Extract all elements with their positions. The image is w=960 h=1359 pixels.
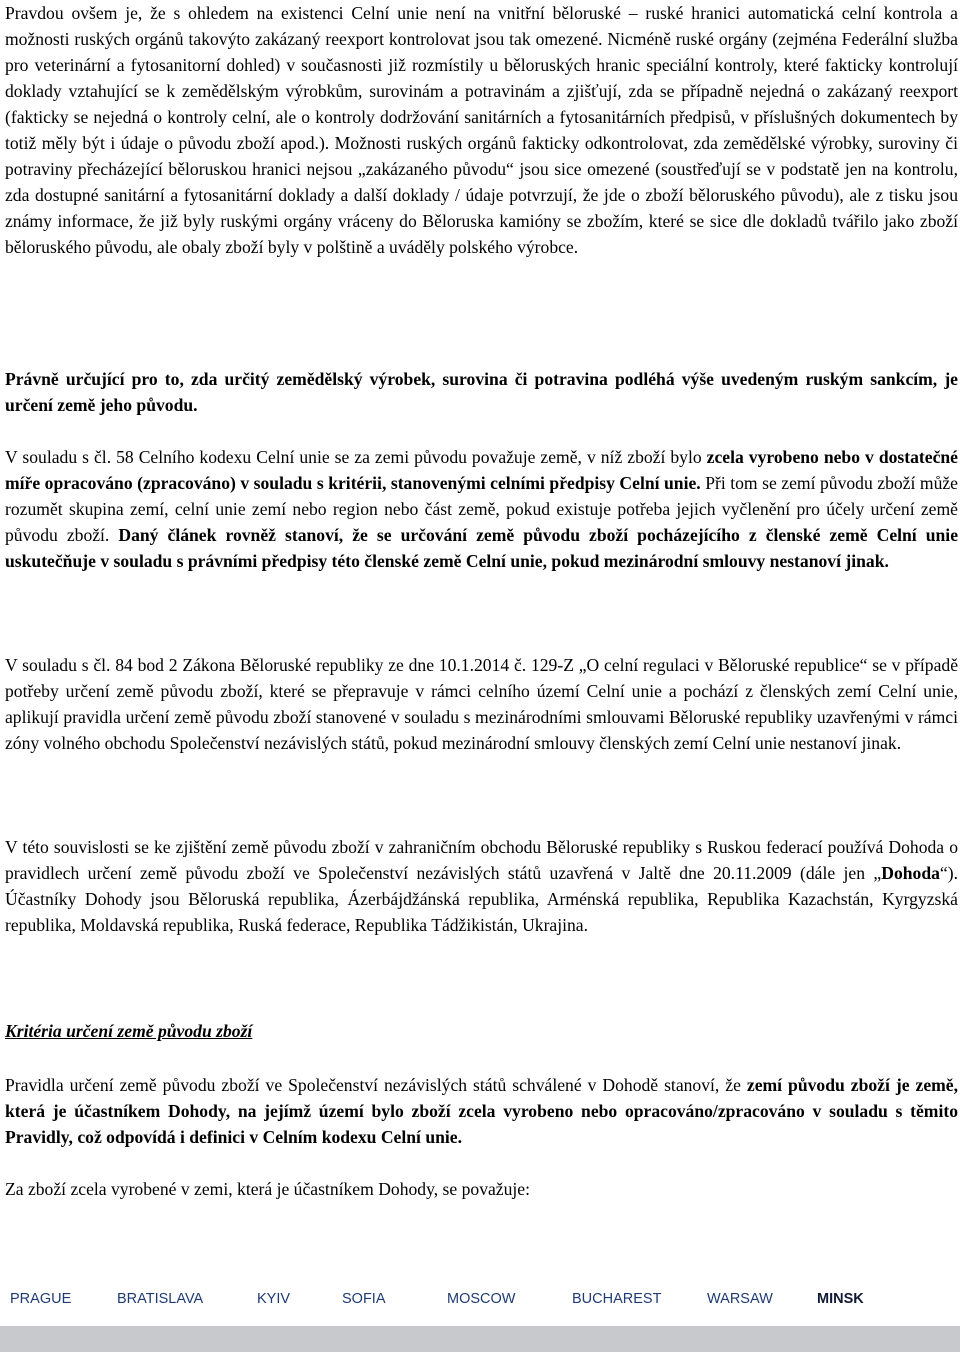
- text-run: “). Účastníky Dohody jsou Běloruská republika, Ázerbájdžánská republika, Arménská republika, Republika Kazachstán, Kyrgyzská republika, Moldavská republika, Ruská federace, Republika Tádžikistán, Ukrajina.: [5, 863, 958, 935]
- section-heading: Kritéria určení země původu zboží: [5, 1021, 253, 1041]
- footer-office-moscow: MOSCOW: [447, 1291, 516, 1307]
- paragraph-customs-code-article-58: [5, 444, 958, 574]
- footer-office-bucharest: BUCHAREST: [572, 1291, 662, 1307]
- text-run: Pravidla určení země původu zboží ve Společenství nezávislých států schválené v Dohodě stanoví, že: [5, 1075, 747, 1095]
- paragraph-origin-determination: Právně určující pro to, zda určitý zemědělský výrobek, surovina či potravina podléhá výše uvedeným ruským sankcím, je určení země jeho původu.: [5, 369, 958, 415]
- footer-office-bratislava: BRATISLAVA: [117, 1291, 204, 1307]
- paragraph-agreement: [5, 834, 958, 938]
- text-run: V souladu s čl. 58 Celního kodexu Celní unie se za zemi původu považuje země, v níž zboží bylo: [5, 447, 707, 467]
- text-run-bold: zcela vyrobeno nebo v dostatečné míře opracováno (zpracováno) v souladu s kritérii, stanovenými celními předpisy Celní unie.: [5, 447, 958, 493]
- footer-bar: [0, 1326, 960, 1352]
- text-run-bold: zemí původu zboží je země, která je účastníkem Dohody, na jejímž území bylo zboží zcela vyrobeno nebo opracováno/zpracováno v souladu s těmito Pravidly, což odpovídá i definici v Celním kodexu Celní unie.: [5, 1075, 958, 1147]
- footer-office-prague: PRAGUE: [10, 1291, 72, 1307]
- paragraph-wholly-obtained-intro: Za zboží zcela vyrobené v zemi, která je účastníkem Dohody, se považuje:: [5, 1179, 530, 1199]
- footer-office-sofia: SOFIA: [342, 1291, 386, 1307]
- footer-offices: [0, 1291, 960, 1313]
- paragraph-origin-rules: [5, 1072, 958, 1150]
- text-run: Při tom se zemí původu zboží může rozumět skupina zemí, celní unie zemí nebo region nebo část země, pokud existuje potřeba jejich vyčlenění pro účely určení země původu zboží.: [5, 473, 958, 545]
- text-run-bold: Dohoda: [881, 863, 940, 883]
- text-run-bold: Daný článek rovněž stanoví, že se určování země původu zboží pocházejícího z členské země Celní unie uskutečňuje v souladu s právními předpisy této členské země Celní unie, pokud mezinárodní smlouvy nestanoví jinak.: [5, 525, 959, 571]
- paragraph-belarus-law-article-84: V souladu s čl. 84 bod 2 Zákona Běloruské republiky ze dne 10.1.2014 č. 129-Z „O celní regulaci v Běloruské republice“ se v případě potřeby určení země původu zboží, které se přepravuje v rámci celního území Celní unie a pochází z členských zemí Celní unie, aplikují pravidla určení země původu zboží stanovené v souladu s mezinárodními smlouvami Běloruské republiky uzavřenými v rámci zóny volného obchodu Společenství nezávislých států, pokud mezinárodní smlouvy členských zemí Celní unie nestanoví jinak.: [5, 655, 958, 753]
- footer-office-warsaw: WARSAW: [707, 1291, 773, 1307]
- paragraph-reexport-control: Pravdou ovšem je, že s ohledem na existenci Celní unie není na vnitřní běloruské – ruské hranici automatická celní kontrola a možnosti ruských orgánů takovýto zakázaný reexport kontrolovat jsou tak omezené. Nicméně ruské orgány (zejména Federální služba pro veterinární a fytosanitorní dohled) v současnosti již rozmístily u běloruských hranic speciální kontroly, které fakticky kontrolují doklady vztahující se k zemědělským výrobkům, surovinám a potravinám a zjišťují, zda se případně nejedná o zakázaný reexport (fakticky se nejedná o kontroly celní, ale o kontroly dodržování sanitárních a fytosanitárních předpisů, v příslušných dokumentech by totiž měly být i údaje o původu zboží apod.). Možnosti ruských orgánů fakticky odkontrolovat, zda zemědělské výrobky, suroviny či potraviny přecházející běloruskou hranici nejsou „zakázaného původu“ jsou sice omezené (soustřeďují se v podstatě jen na kontrolu, zda dostupné sanitární a fytosanitární doklady a další doklady / údaje potvrzují, že jde o zboží běloruského původu), ale z tisku jsou známy informace, že již byly ruskými orgány vráceny do Běloruska kamióny se zbožím, které se sice dle dokladů tvářilo jako zboží běloruského původu, ale obaly zboží byly v polštině a uváděly polského výrobce.: [5, 3, 958, 257]
- footer-office-minsk: MINSK: [817, 1291, 864, 1307]
- text-run: V této souvislosti se ke zjištění země původu zboží v zahraničním obchodu Běloruské republiky s Ruskou federací používá Dohoda o pravidlech určení země původu zboží ve Společenství nezávislých států uzavřená v Jaltě dne 20.11.2009 (dále jen „: [5, 837, 958, 883]
- footer-office-kyiv: KYIV: [257, 1291, 291, 1307]
